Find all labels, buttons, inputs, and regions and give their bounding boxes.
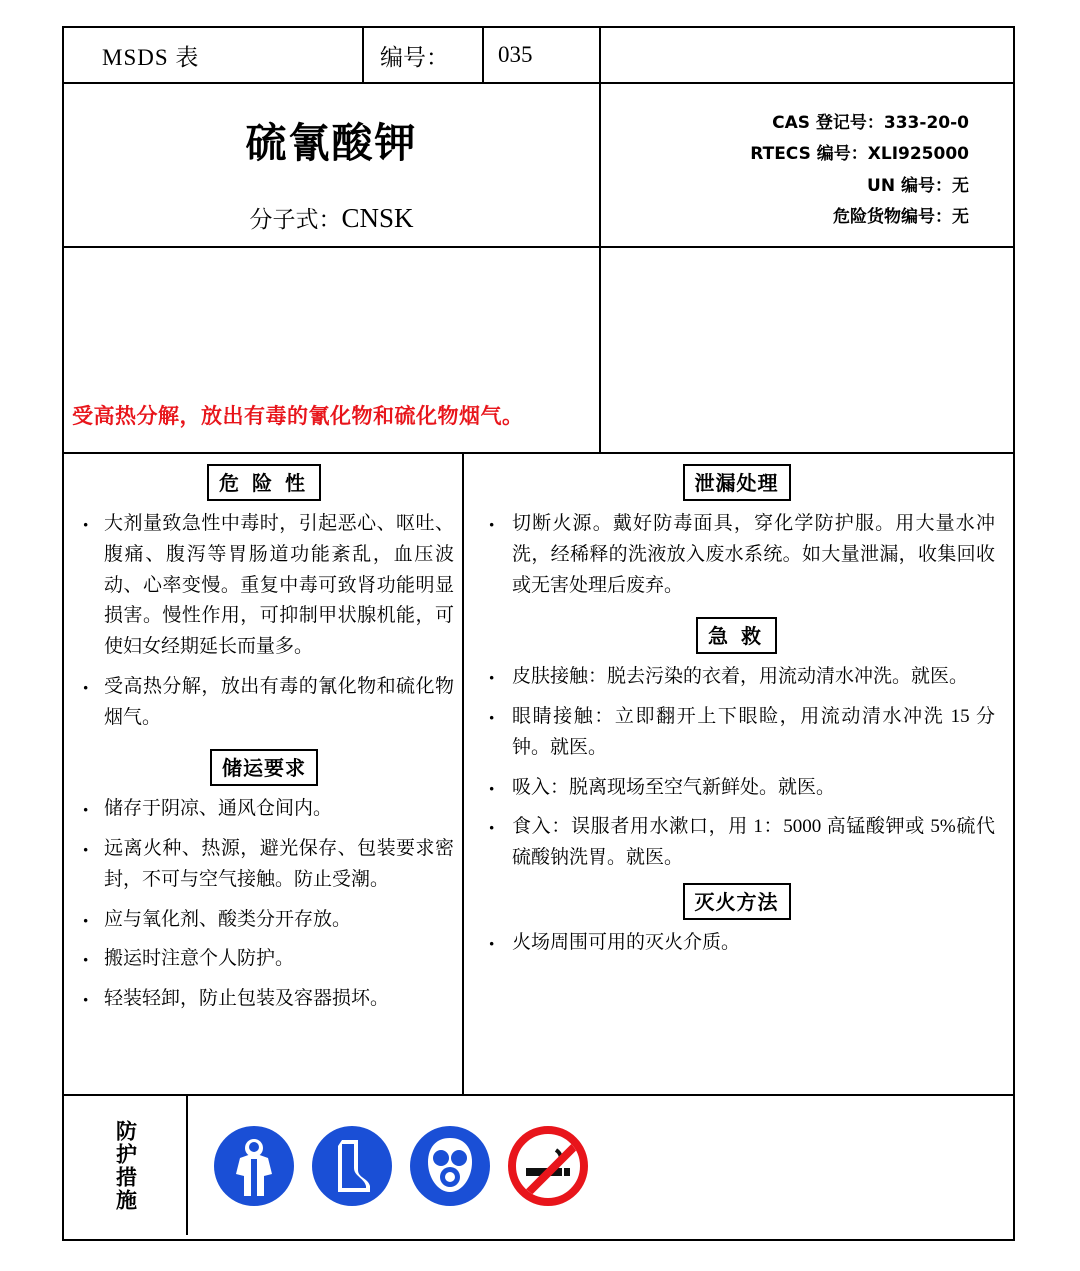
header-row [64,28,1013,84]
header-blank-cell [601,28,1013,82]
form-title: MSDS 表 [64,28,364,82]
decomposition-row [64,248,1013,454]
protection-label: 防护措施 [113,1119,138,1212]
registry-numbers [601,84,1013,246]
dangerous-goods-number: 危险货物编号：无 [833,207,969,228]
protection-row [64,1096,1013,1235]
left-column [64,454,464,1094]
leakage-list [478,509,995,601]
gas-mask-icon [410,1126,490,1206]
storage-list [74,794,454,1015]
un-number: UN 编号：无 [867,175,969,196]
protective-clothing-icon [214,1126,294,1206]
formula-value: CNSK [341,203,414,233]
right-column [464,454,1013,1094]
list-item: · 搬运时注意个人防护。 [74,944,454,975]
decomposition-cell [64,248,601,452]
decomposition-warning: 受高热分解，放出有毒的氰化物和硫化物烟气。 [72,404,524,428]
hazard-list [74,509,454,733]
decomposition-blank-cell [601,248,1013,452]
body-row [64,454,1013,1096]
number-value: 035 [484,28,601,82]
number-label: 编号： [364,28,484,82]
protection-icons [188,1096,1013,1235]
list-item: · 轻装轻卸，防止包装及容器损坏。 [74,984,454,1015]
firefighting-list [478,928,995,959]
leakage-section-title: 泄漏处理 [683,464,791,501]
protection-label-cell [64,1096,188,1235]
list-item: · 眼睛接触：立即翻开上下眼睑，用流动清水冲洗 15 分钟。就医。 [478,702,995,764]
identity-row [64,84,1013,248]
list-item: · 皮肤接触：脱去污染的衣着，用流动清水冲洗。就医。 [478,662,995,693]
msds-sheet [62,26,1015,1241]
list-item: · 受高热分解，放出有毒的氰化物和硫化物烟气。 [74,672,454,734]
list-item: · 火场周围可用的灭火介质。 [478,928,995,959]
firstaid-section-title: 急 救 [696,617,777,654]
list-item: · 吸入：脱离现场至空气新鲜处。就医。 [478,773,995,804]
list-item: · 应与氧化剂、酸类分开存放。 [74,905,454,936]
firstaid-list [478,662,995,874]
hazard-section-title: 危 险 性 [207,464,321,501]
rtecs-number: RTECS 编号：XLI925000 [750,144,969,165]
protective-boots-icon [312,1126,392,1206]
cas-number: CAS 登记号：333-20-0 [772,113,969,133]
list-item: · 大剂量致急性中毒时，引起恶心、呕吐、腹痛、腹泻等胃肠道功能紊乱，血压波动、心率变慢。重复中毒可致肾功能明显损害。慢性作用，可抑制甲状腺机能，可使妇女经期延长而量多。 [74,509,454,663]
firefighting-section-title: 灭火方法 [683,883,791,920]
formula-label: 分子式： [249,207,342,232]
list-item: · 储存于阴凉、通风仓间内。 [74,794,454,825]
chemical-name-cell [64,84,601,246]
chemical-name: 硫氰酸钾 [245,120,418,166]
list-item: · 切断火源。戴好防毒面具，穿化学防护服。用大量水冲洗，经稀释的洗液放入废水系统。如大量泄漏，收集回收或无害处理后废弃。 [478,509,995,601]
formula [64,201,599,234]
storage-section-title: 储运要求 [210,749,318,786]
no-smoking-icon [508,1126,588,1206]
list-item: · 食入：误服者用水漱口，用 1：5000 高锰酸钾或 5%硫代硫酸钠洗胃。就医。 [478,812,995,874]
list-item: · 远离火种、热源，避光保存、包装要求密封，不可与空气接触。防止受潮。 [74,834,454,896]
